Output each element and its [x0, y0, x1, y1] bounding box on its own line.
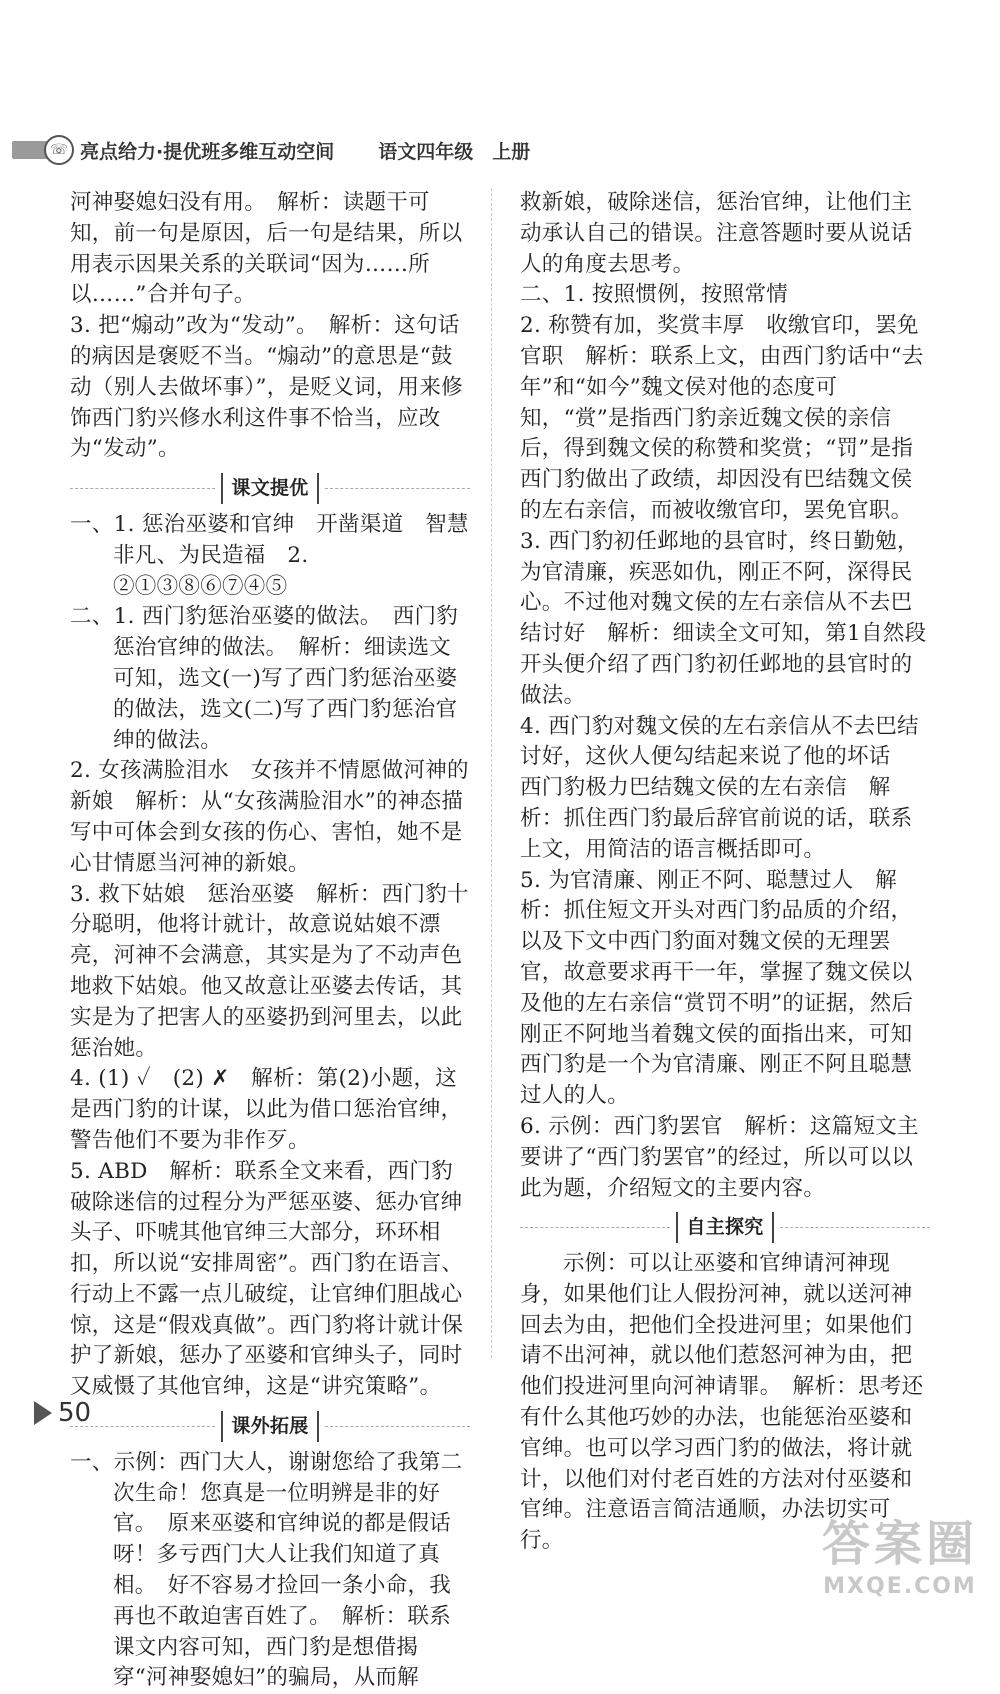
left-column	[70, 188, 470, 1694]
dashed-divider	[325, 488, 470, 489]
answer-paragraph: 救新娘，破除迷信，惩治官绅，让他们主动承认自己的错误。注意答题时要从说话人的角度去思考。	[520, 190, 913, 277]
answer-paragraph: 6. 示例：西门豹罢官 解析：这篇短文主要讲了“西门豹罢官”的经过，所以可以以此为题，介绍短文的主要内容。	[520, 1113, 919, 1201]
section-heading	[520, 1212, 930, 1243]
section-title: 自主探究	[676, 1212, 773, 1243]
section-title: 课外拓展	[221, 1411, 318, 1442]
answer-paragraph: 4. 西门豹对魏文侯的左右亲信从不去巴结讨好，这伙人便勾结起来说了他的坏话 西门豹极力巴结魏文侯的左右亲信 解析：抓住西门豹最后辞官前说的话，联系上文，用简洁的语言概括即可。	[520, 713, 919, 862]
watermark-logo	[822, 1505, 978, 1599]
header-subject: 语文四年级 上册	[378, 140, 531, 163]
answer-paragraph: 5. ABD 解析：联系全文来看，西门豹破除迷信的过程分为严惩巫婆、惩办官绅头子、吓唬其他官绅三大部分，环环相扣，所以说“安排周密”。西门豹在语言、行动上不露一点儿破绽，让官绅们胆战心惊，这是“假戏真做”。西门豹将计就计保护了新娘，惩办了巫婆和官绅头子，同时又威慑了其他官绅，这是“讲究策略”。	[70, 1158, 464, 1400]
phone-icon: ☏	[44, 135, 74, 165]
page-number	[34, 1398, 91, 1428]
watermark-text: 答案圈	[821, 1516, 978, 1572]
column-divider	[491, 188, 492, 1358]
answer-paragraph: 3. 把“煽动”改为“发动”。 解析：这句话的病因是褒贬不当。“煽动”的意思是“鼓动（别人去做坏事）”，是贬义词，用来修饰西门豹兴修水利这件事不恰当，应改为“发动”。	[70, 313, 463, 462]
right-column	[520, 188, 930, 1557]
answer-paragraph: 一、示例：西门大人，谢谢您给了我第二次生命！您真是一位明辨是非的好官。 原来巫婆和官绅说的都是假话呀！多亏西门大人让我们知道了真相。 好不容易才捡回一条小命，我再也不敢迫害百姓了。 解析：联系课文内容可知，西门豹是想借揭穿“河神娶媳妇”的骗局，从而解	[70, 1449, 463, 1691]
answer-paragraph: 2. 称赞有加，奖赏丰厚 收缴官印，罢免官职 解析：联系上文，由西门豹话中“去年”和“如今”魏文侯对他的态度可知，“赏”是指西门豹亲近魏文侯的亲信后，得到魏文侯的称赞和奖赏；“罚”是指西门豹做出了政绩，却因没有巴结魏文侯的左右亲信，而被收缴官印，罢免官职。	[520, 313, 924, 523]
dashed-divider	[70, 1426, 215, 1427]
answer-paragraph: 3. 西门豹初任邺地的县官时，终日勤勉，为官清廉，疾恶如仇，刚正不阿，深得民心。不过他对魏文侯的左右亲信从不去巴结讨好 解析：细读全文可知，第1自然段开头便介绍了西门豹初任邺地的县官时的做法。	[520, 528, 927, 708]
triangle-icon	[34, 1401, 52, 1425]
answer-paragraph: 一、1. 惩治巫婆和官绅 开凿渠道 智慧非凡、为民造福 2. ②①③⑧⑥⑦④⑤	[70, 511, 469, 599]
answer-paragraph: 3. 救下姑娘 惩治巫婆 解析：西门豹十分聪明，他将计就计，故意说姑娘不漂亮，河神不会满意，其实是为了不动声色地救下姑娘。他又故意让巫婆去传话，其实是为了把害人的巫婆扔到河里去，以此惩治她。	[70, 881, 469, 1061]
dashed-divider	[780, 1227, 930, 1228]
dashed-divider	[325, 1426, 470, 1427]
answer-paragraph: 2. 女孩满脸泪水 女孩并不情愿做河神的新娘 解析：从“女孩满脸泪水”的神态描写中可体会到女孩的伤心、害怕，她不是心甘情愿当河神的新娘。	[70, 758, 469, 876]
answer-paragraph: 4. (1) ✓ (2) ✗ 解析：第(2)小题，这是西门豹的计谋，以此为借口惩治官绅，警告他们不要为非作歹。	[70, 1066, 463, 1153]
answer-paragraph: 二、1. 西门豹惩治巫婆的做法。 西门豹惩治官绅的做法。 解析：细读选文可知，选文(一)写了西门豹惩治巫婆的做法，选文(二)写了西门豹惩治官绅的做法。	[70, 604, 459, 753]
answer-paragraph: 5. 为官清廉、刚正不阿、聪慧过人 解析：抓住短文开头对西门豹品质的介绍，以及下文中西门豹面对魏文侯的无理罢官，故意要求再干一年，掌握了魏文侯以及他的左右亲信“赏罚不明”的证据，然后刚正不阿地当着魏文侯的面指出来，可知西门豹是一个为官清廉、刚正不阿且聪慧过人的人。	[520, 867, 914, 1109]
page-header	[12, 132, 530, 168]
answer-paragraph: 河神娶媳妇没有用。 解析：读题干可知，前一句是原因，后一句是结果，所以用表示因果关系的关联词“因为……所以……”合并句子。	[70, 190, 463, 308]
section-heading	[70, 473, 470, 504]
dashed-divider	[70, 488, 215, 489]
answer-paragraph: 二、1. 按照惯例，按照常情	[520, 282, 789, 308]
page-number-text: 50	[58, 1398, 92, 1428]
header-brand: 亮点给力·提优班多维互动空间	[80, 140, 335, 163]
watermark-url: MXQE.COM	[823, 1574, 977, 1599]
section-heading	[70, 1411, 470, 1442]
dashed-divider	[520, 1227, 670, 1228]
answer-paragraph: 示例：可以让巫婆和官绅请河神现身，如果他们让人假扮河神，就以送河神回去为由，把他们全投进河里；如果他们请不出河神，就以他们惹怒河神为由，把他们投进河里向河神请罪。 解析：思考还有什么其他巧妙的办法，也能惩治巫婆和官绅。也可以学习西门豹的做法，将计就计，以他们对付老百姓的方法对付巫婆和官绅。注意语言简洁通顺，办法切实可行。	[520, 1251, 924, 1554]
section-title: 课文提优	[221, 473, 318, 504]
